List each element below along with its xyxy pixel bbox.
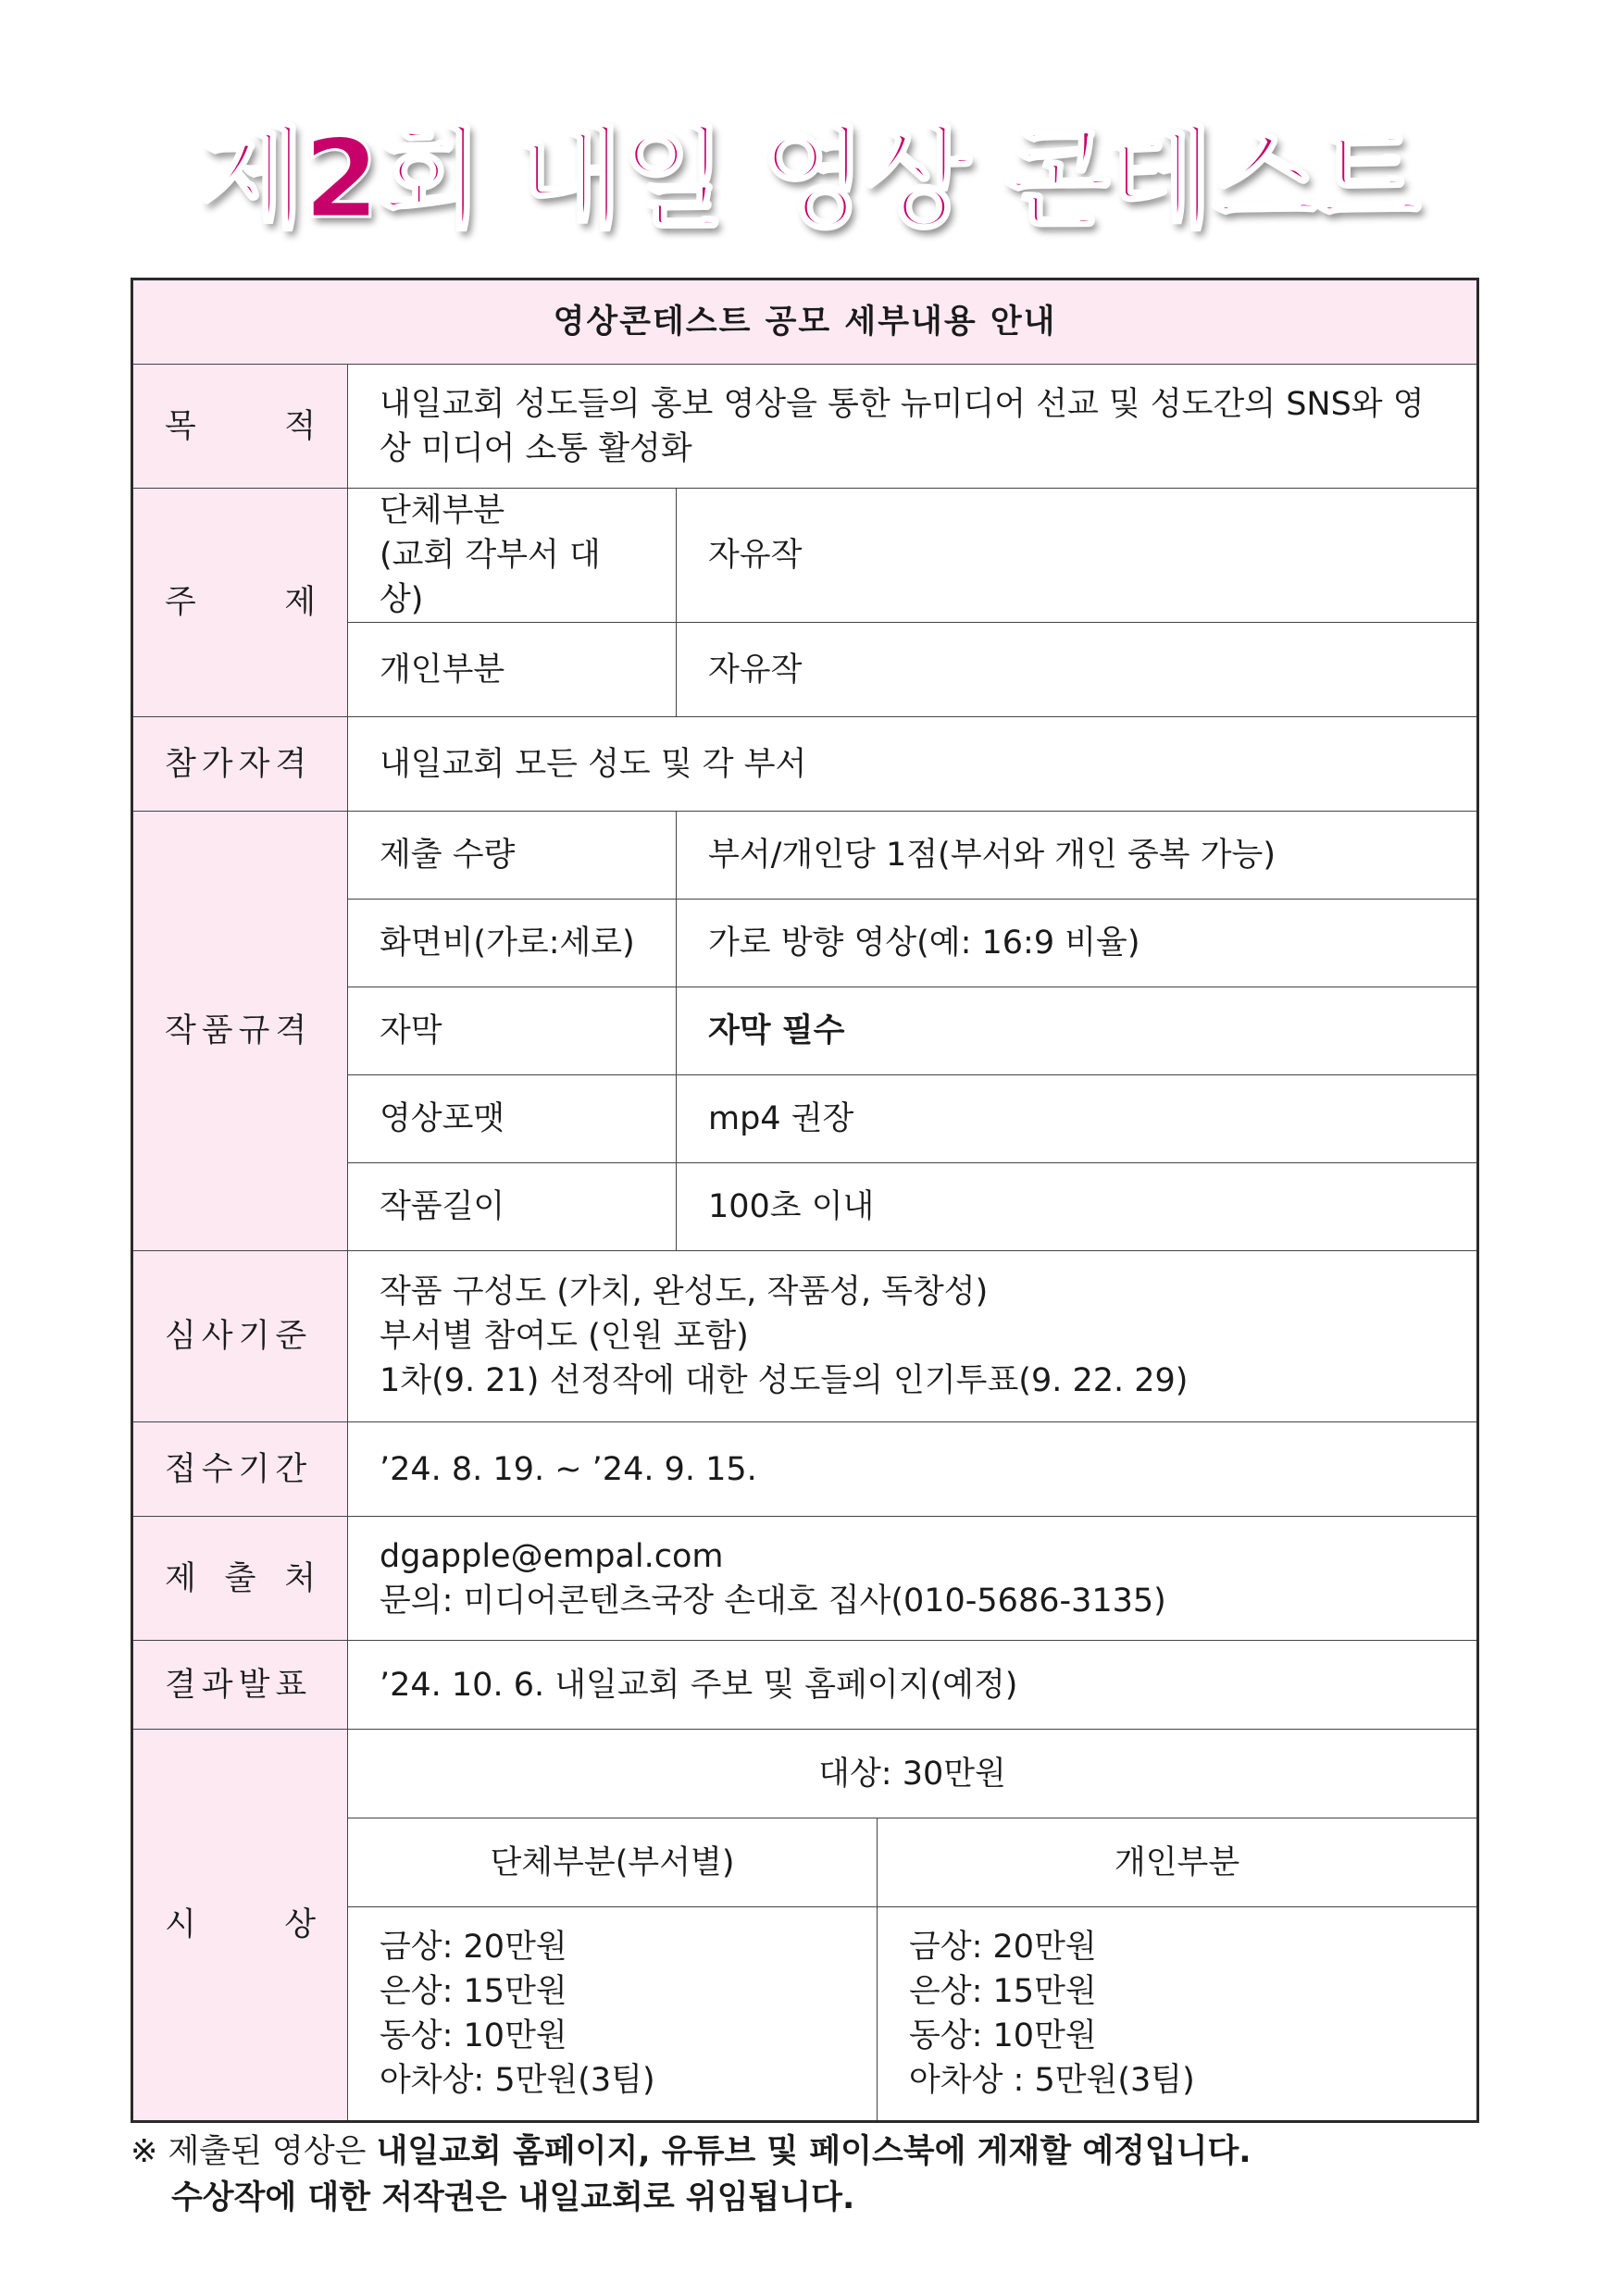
- spec-key: 제출 수량: [348, 812, 677, 900]
- prize-item: 동상: 10만원: [909, 2017, 1097, 2054]
- spec-key: 작품길이: [348, 1163, 677, 1251]
- criteria-line: 부서별 참여도 (인원 포함): [380, 1318, 749, 1355]
- footnote: [131, 2128, 1476, 2221]
- prize-item: 은상: 15만원: [380, 1973, 567, 2010]
- spec-key: 화면비(가로:세로): [348, 900, 677, 987]
- specs-label: 작품규격: [132, 812, 348, 1251]
- spec-value: 자막 필수: [677, 987, 1478, 1075]
- period-row: [132, 1422, 1478, 1517]
- eligibility-row: [132, 717, 1478, 812]
- period-content: ’24. 8. 19. ~ ’24. 9. 15.: [348, 1422, 1478, 1517]
- submit-email: dgapple@empal.com: [380, 1537, 724, 1575]
- spec-key: 영상포맷: [348, 1075, 677, 1163]
- page-title: 제2회 내일 영상 콘테스트: [199, 115, 1420, 242]
- criteria-row: [132, 1251, 1478, 1422]
- awards-individual-prizes: [878, 1907, 1478, 2122]
- footnote-line-2: 수상작에 대한 저작권은 내일교회로 위임됩니다.: [171, 2179, 855, 2216]
- theme-label: 주 제: [132, 489, 348, 717]
- eligibility-content: 내일교회 모든 성도 및 각 부서: [348, 717, 1478, 812]
- spec-value: mp4 권장: [677, 1075, 1478, 1163]
- purpose-row: [132, 365, 1478, 489]
- spec-value: 부서/개인당 1점(부서와 개인 중복 가능): [677, 812, 1478, 900]
- theme-group-row: [132, 489, 1478, 623]
- announce-row: [132, 1641, 1478, 1730]
- theme-group-value: 자유작: [677, 489, 1478, 623]
- spec-value: 가로 방향 영상(예: 16:9 비율): [677, 900, 1478, 987]
- awards-grand-prize: 대상: 30만원: [348, 1730, 1478, 1818]
- spec-key: 자막: [348, 987, 677, 1075]
- criteria-content: [348, 1251, 1478, 1422]
- prize-item: 아차상: 5만원(3팀): [380, 2062, 655, 2099]
- table-header: 영상콘테스트 공모 세부내용 안내: [132, 279, 1478, 365]
- prize-item: 은상: 15만원: [909, 1973, 1097, 2010]
- awards-individual-header: 개인부분: [878, 1818, 1478, 1907]
- criteria-line: 작품 구성도 (가치, 완성도, 작품성, 독창성): [380, 1273, 989, 1310]
- awards-group-header: 단체부분(부서별): [348, 1818, 878, 1907]
- awards-label: 시 상: [132, 1730, 348, 2122]
- prize-item: 동상: 10만원: [380, 2017, 567, 2054]
- prize-item: 금상: 20만원: [909, 1929, 1097, 1966]
- footnote-line-1: ※ 제출된 영상은 내일교회 홈페이지, 유튜브 및 페이스북에 게재할 예정입니다.: [131, 2133, 1252, 2170]
- criteria-label: 심사기준: [132, 1251, 348, 1422]
- prize-item: 금상: 20만원: [380, 1929, 567, 1966]
- submit-content: [348, 1517, 1478, 1641]
- spec-row: [132, 812, 1478, 900]
- prize-item: 아차상 : 5만원(3팀): [909, 2062, 1195, 2099]
- spec-value: 100초 이내: [677, 1163, 1478, 1251]
- theme-individual-value: 자유작: [677, 623, 1478, 717]
- contest-guide-table: [131, 278, 1479, 2123]
- criteria-line: 1차(9. 21) 선정작에 대한 성도들의 인기투표(9. 22. 29): [380, 1362, 1189, 1399]
- submit-contact: 문의: 미디어콘텐츠국장 손대호 집사(010-5686-3135): [380, 1582, 1166, 1620]
- submit-label: 제 출 처: [132, 1517, 348, 1641]
- announce-content: ’24. 10. 6. 내일교회 주보 및 홈페이지(예정): [348, 1641, 1478, 1730]
- announce-label: 결과발표: [132, 1641, 348, 1730]
- purpose-content: 내일교회 성도들의 홍보 영상을 통한 뉴미디어 선교 및 성도간의 SNS와 영상 미디어 소통 활성화: [348, 365, 1478, 489]
- awards-group-prizes: [348, 1907, 878, 2122]
- eligibility-label: 참가자격: [132, 717, 348, 812]
- theme-individual-key: 개인부분: [348, 623, 677, 717]
- submit-row: [132, 1517, 1478, 1641]
- purpose-label: 목 적: [132, 365, 348, 489]
- reference-mark-icon: ※: [131, 2133, 158, 2170]
- table-header-row: [132, 279, 1478, 365]
- theme-group-key: 단체부분 (교회 각부서 대상): [348, 489, 677, 623]
- awards-grand-row: [132, 1730, 1478, 1818]
- period-label: 접수기간: [132, 1422, 348, 1517]
